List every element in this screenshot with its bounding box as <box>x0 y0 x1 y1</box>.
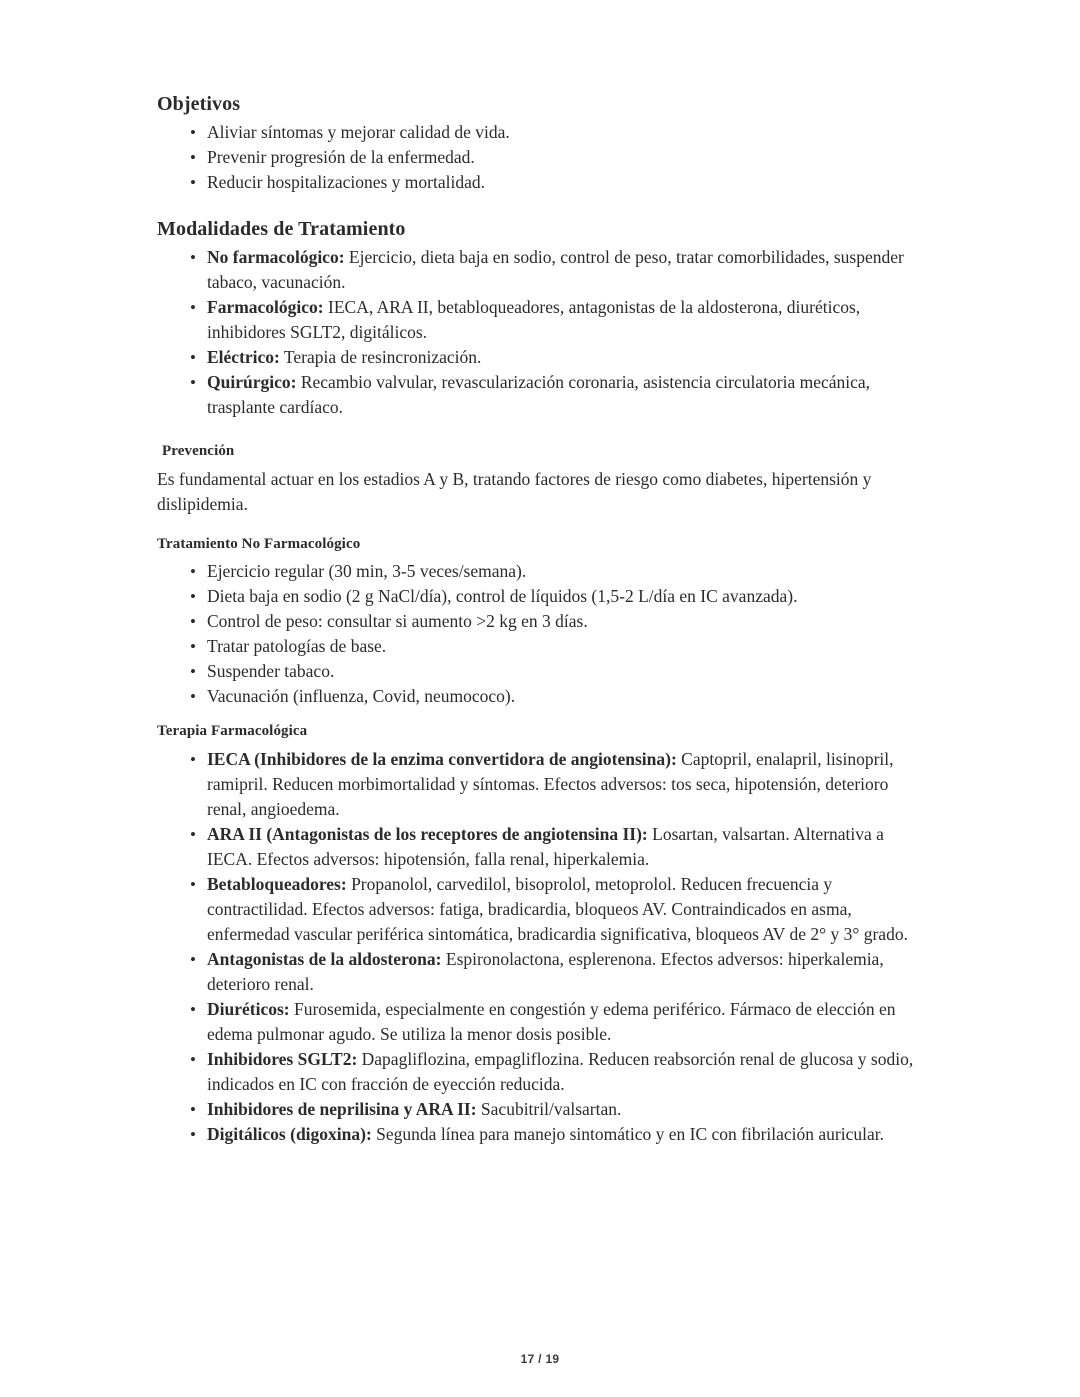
list-item-label: Betabloqueadores: <box>207 873 347 894</box>
list-item-text: Losartan, valsartan. Alternativa a IECA. Efectos adversos: hipotensión, falla renal, hiperkalemia. <box>207 823 884 869</box>
list-item <box>157 872 925 947</box>
list-item-text: Segunda línea para manejo sintomático y en IC con fibrilación auricular. <box>371 1123 884 1144</box>
heading-objetivos: Objetivos <box>157 93 241 115</box>
paragraph-prevencion: Es fundamental actuar en los estadios A y B, tratando factores de riesgo como diabetes, hipertensión y dislipidemia. <box>157 468 872 514</box>
section-objetivos <box>157 92 925 195</box>
list-item-text: Captopril, enalapril, lisinopril, ramipril. Reducen morbimortalidad y síntomas. Efectos adversos: tos seca, hipotensión, deterioro renal, angioedema. <box>207 748 894 819</box>
list-item <box>157 1047 925 1097</box>
list-item-text: Ejercicio, dieta baja en sodio, control de peso, tratar comorbilidades, suspender tabaco, vacunación. <box>207 247 904 292</box>
spacer <box>157 195 925 217</box>
document-page <box>157 92 925 1147</box>
list-tratamiento-no-farmacologico <box>157 559 925 709</box>
list-item-text: Furosemida, especialmente en congestión y edema periférico. Fármaco de elección en edema pulmonar agudo. Se utiliza la menor dosis posible. <box>207 998 896 1044</box>
list-item <box>157 1122 925 1147</box>
list-item <box>157 584 925 609</box>
list-item-label: Eléctrico: <box>207 347 280 367</box>
list-item-text: Tratar patologías de base. <box>207 636 387 656</box>
list-terapia-farmacologica <box>157 747 925 1147</box>
heading-tratamiento-no-farmacologico: Tratamiento No Farmacológico <box>157 535 361 552</box>
list-item-text: Ejercicio regular (30 min, 3-5 veces/semana). <box>207 561 527 581</box>
section-modalidades <box>157 217 925 420</box>
list-item <box>157 1097 925 1122</box>
list-item-label: Diuréticos: <box>207 998 290 1019</box>
list-item-text: Reducir hospitalizaciones y mortalidad. <box>207 172 485 192</box>
section-prevencion <box>157 442 925 517</box>
heading-modalidades-de-tratamiento: Modalidades de Tratamiento <box>157 218 406 240</box>
spacer <box>157 420 925 442</box>
list-item-label: Inhibidores de neprilisina y ARA II: <box>207 1098 477 1119</box>
section-tratamiento-no-farmacologico <box>157 535 925 710</box>
list-item-text: Espironolactona, esplerenona. Efectos adversos: hiperkalemia, deterioro renal. <box>207 948 884 994</box>
list-item <box>157 659 925 684</box>
list-item-label: IECA (Inhibidores de la enzima convertidora de angiotensina): <box>207 748 677 769</box>
heading-prevencion: Prevención <box>162 443 235 459</box>
list-item <box>157 609 925 634</box>
list-item-text: Control de peso: consultar si aumento >2 kg en 3 días. <box>207 611 588 631</box>
list-item-label: Antagonistas de la aldosterona: <box>207 948 442 969</box>
list-item-text: Vacunación (influenza, Covid, neumococo). <box>207 686 516 706</box>
list-item <box>157 170 925 195</box>
list-item <box>157 822 925 872</box>
list-item <box>157 747 925 822</box>
list-item <box>157 947 925 997</box>
list-item-text: Dapagliflozina, empagliflozina. Reducen reabsorción renal de glucosa y sodio, indicados en IC con fracción de eyección reducida. <box>207 1048 914 1094</box>
list-item <box>157 120 925 145</box>
list-item <box>157 245 925 295</box>
list-item <box>157 145 925 170</box>
list-item-label: Digitálicos (digoxina): <box>207 1123 372 1144</box>
spacer <box>157 517 925 535</box>
list-item-text: Prevenir progresión de la enfermedad. <box>207 147 475 167</box>
list-modalidades <box>157 245 925 420</box>
section-terapia-farmacologica <box>157 722 925 1147</box>
list-objetivos <box>157 120 925 195</box>
list-item-text: Aliviar síntomas y mejorar calidad de vida. <box>207 122 510 142</box>
list-item-label: Farmacológico: <box>207 297 324 317</box>
list-item <box>157 997 925 1047</box>
list-item-text: Sacubitril/valsartan. <box>476 1098 622 1119</box>
list-item <box>157 345 925 370</box>
list-item-text: Suspender tabaco. <box>207 661 335 681</box>
list-item-label: Quirúrgico: <box>207 372 297 392</box>
list-item-text: IECA, ARA II, betabloqueadores, antagonistas de la aldosterona, diuréticos, inhibidores SGLT2, digitálicos. <box>207 297 861 342</box>
list-item <box>157 370 925 420</box>
list-item <box>157 684 925 709</box>
heading-terapia-farmacologica: Terapia Farmacológica <box>157 723 308 739</box>
page-number-footer: 17 / 19 <box>520 1352 560 1366</box>
list-item-text: Propanolol, carvedilol, bisoprolol, metoprolol. Reducen frecuencia y contractilidad. Efectos adversos: fatiga, bradicardia, bloqueos AV. Contraindicados en asma, enfermedad vascular periférica sintomática, bradicardia significativa, bloqueos AV de 2° y 3° grado. <box>207 873 908 944</box>
list-item-label: No farmacológico: <box>207 247 345 267</box>
list-item-text: Recambio valvular, revascularización coronaria, asistencia circulatoria mecánica, trasplante cardíaco. <box>207 372 871 417</box>
list-item-label: ARA II (Antagonistas de los receptores de angiotensina II): <box>207 823 648 844</box>
list-item-label: Inhibidores SGLT2: <box>207 1048 358 1069</box>
list-item <box>157 634 925 659</box>
list-item-text: Terapia de resincronización. <box>279 347 482 367</box>
spacer <box>157 709 925 722</box>
list-item-text: Dieta baja en sodio (2 g NaCl/día), control de líquidos (1,5-2 L/día en IC avanzada). <box>207 586 798 606</box>
list-item <box>157 295 925 345</box>
list-item <box>157 559 925 584</box>
